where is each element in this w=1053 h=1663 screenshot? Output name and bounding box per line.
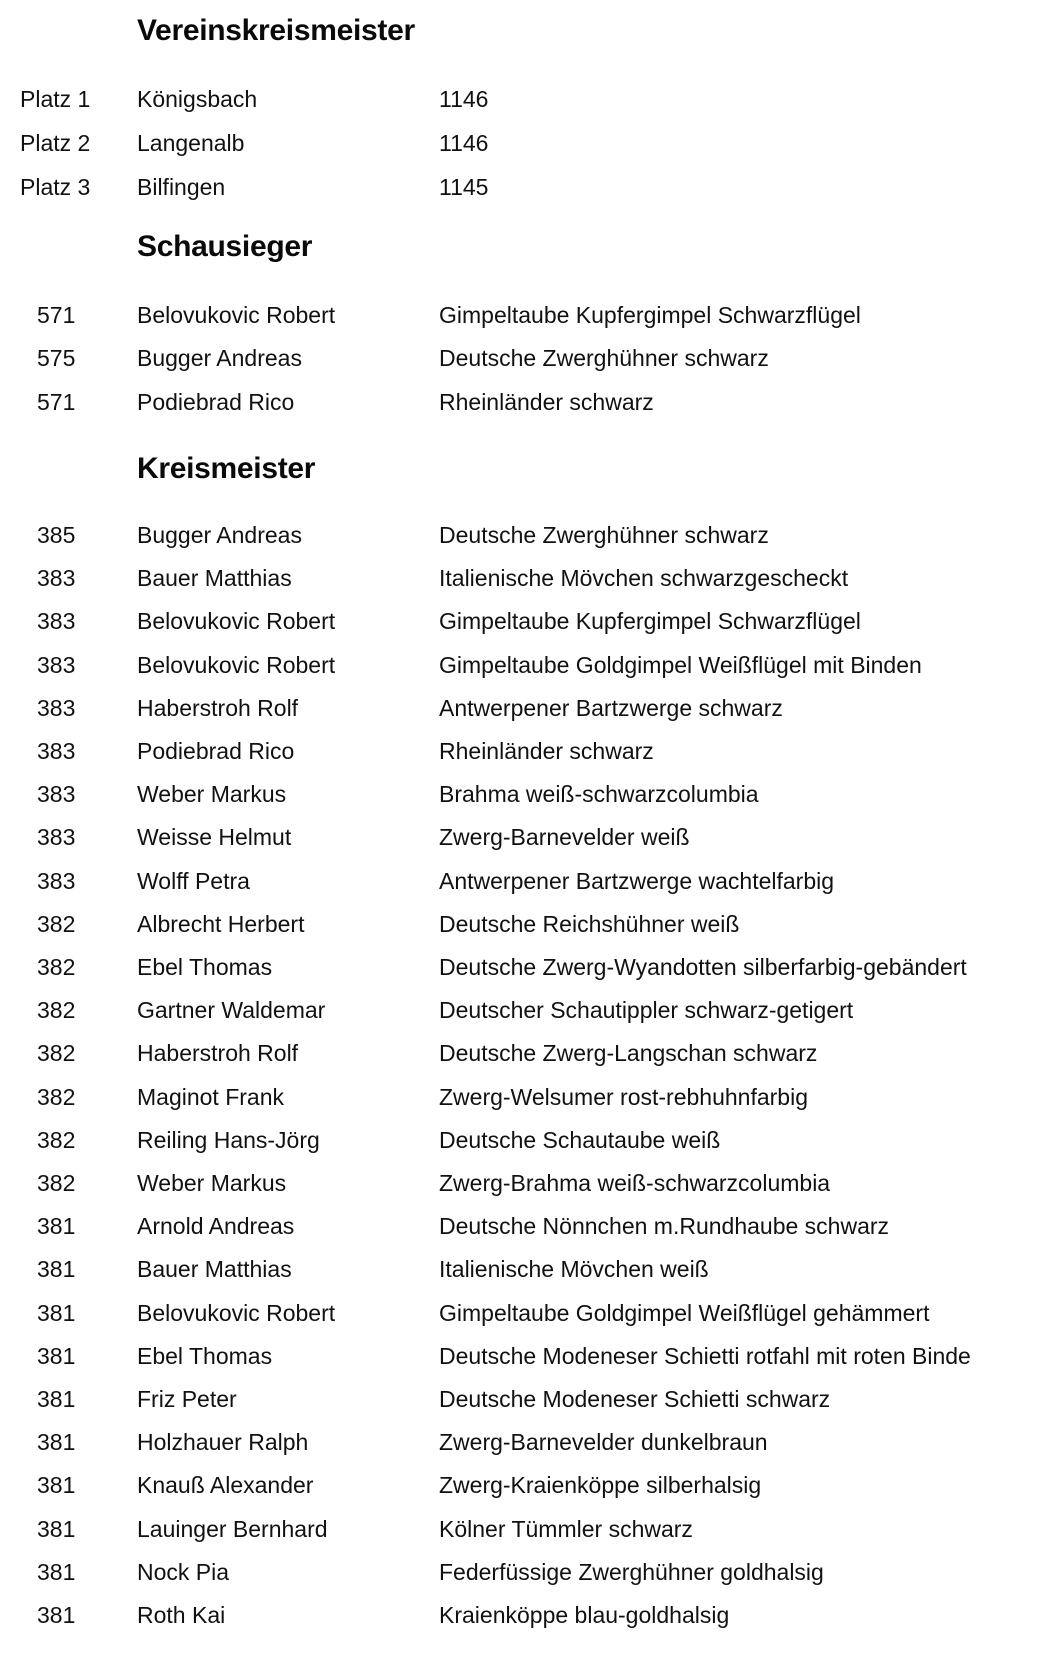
result-row — [0, 779, 1053, 819]
result-row — [0, 563, 1053, 603]
score: 382 — [37, 1083, 76, 1110]
breeder-name: Weisse Helmut — [137, 824, 292, 851]
score: 381 — [37, 1213, 76, 1240]
score: 381 — [37, 1299, 76, 1326]
result-row — [0, 520, 1053, 560]
result-row — [0, 1038, 1053, 1078]
result-row — [0, 693, 1053, 733]
breed-description: Italienische Mövchen schwarzgescheckt — [439, 565, 849, 592]
result-row — [0, 606, 1053, 646]
place-label: Platz 2 — [20, 130, 91, 156]
club-name: Bilfingen — [137, 174, 226, 200]
result-row — [0, 866, 1053, 906]
breeder-name: Gartner Waldemar — [137, 997, 326, 1024]
breed-description: Zwerg-Kraienköppe silberhalsig — [439, 1472, 762, 1499]
breeder-name: Weber Markus — [137, 1170, 287, 1196]
breed-description: Deutsche Zwerg-Langschan schwarz — [439, 1040, 818, 1067]
breeder-name: Arnold Andreas — [137, 1213, 295, 1240]
result-row — [0, 1384, 1053, 1424]
club-score: 1146 — [439, 130, 489, 156]
result-row — [0, 1254, 1053, 1294]
result-row — [0, 1427, 1053, 1467]
breeder-name: Weber Markus — [137, 781, 287, 808]
heading-vereinskreismeister: Vereinskreismeister — [137, 14, 415, 47]
breeder-name: Podiebrad Rico — [137, 388, 295, 415]
result-row — [0, 1082, 1053, 1122]
result-row — [0, 650, 1053, 690]
score: 383 — [37, 867, 76, 894]
heading-schausieger: Schausieger — [137, 230, 313, 263]
breed-description: Deutscher Schautippler schwarz-getigert — [439, 997, 854, 1024]
result-row — [0, 995, 1053, 1035]
result-row — [0, 387, 1053, 427]
breeder-name: Belovukovic Robert — [137, 1299, 336, 1326]
result-row — [0, 952, 1053, 992]
score: 383 — [37, 651, 76, 678]
breed-description: Federfüssige Zwerghühner goldhalsig — [439, 1558, 824, 1585]
breeder-name: Roth Kai — [137, 1602, 226, 1628]
breed-description: Rheinländer schwarz — [439, 388, 654, 415]
breeder-name: Belovukovic Robert — [137, 302, 336, 328]
result-row — [0, 1298, 1053, 1338]
breed-description: Deutsche Zwerg-Wyandotten silberfarbig-gebändert — [439, 954, 967, 980]
breeder-name: Reiling Hans-Jörg — [137, 1126, 320, 1153]
breeder-name: Ebel Thomas — [137, 1342, 273, 1369]
score: 383 — [37, 565, 76, 592]
breeder-name: Ebel Thomas — [137, 954, 273, 980]
club-ranking-row — [0, 84, 1053, 124]
result-row — [0, 1341, 1053, 1381]
breeder-name: Podiebrad Rico — [137, 738, 295, 764]
breed-description: Deutsche Zwerghühner schwarz — [439, 522, 769, 548]
breed-description: Kölner Tümmler schwarz — [439, 1515, 693, 1542]
score: 381 — [37, 1515, 76, 1542]
breeder-name: Bauer Matthias — [137, 565, 292, 592]
club-score: 1146 — [439, 86, 489, 112]
heading-kreismeister: Kreismeister — [137, 452, 316, 485]
result-row — [0, 909, 1053, 949]
club-name: Königsbach — [137, 86, 258, 112]
breed-description: Antwerpener Bartzwerge wachtelfarbig — [439, 867, 835, 894]
score: 381 — [37, 1602, 76, 1628]
breed-description: Zwerg-Brahma weiß-schwarzcolumbia — [439, 1170, 831, 1196]
breeder-name: Bugger Andreas — [137, 522, 302, 548]
result-row — [0, 822, 1053, 862]
breed-description: Deutsche Modeneser Schietti schwarz — [439, 1386, 831, 1412]
score: 571 — [37, 302, 76, 328]
place-label: Platz 1 — [20, 86, 91, 112]
score: 382 — [37, 1126, 76, 1153]
breeder-name: Knauß Alexander — [137, 1472, 314, 1499]
result-row — [0, 1470, 1053, 1510]
result-row — [0, 1125, 1053, 1165]
breeder-name: Nock Pia — [137, 1558, 230, 1585]
score: 383 — [37, 781, 76, 808]
score: 381 — [37, 1429, 76, 1456]
score: 383 — [37, 608, 76, 635]
breed-description: Deutsche Nönnchen m.Rundhaube schwarz — [439, 1213, 890, 1240]
score: 575 — [37, 345, 76, 372]
breeder-name: Bugger Andreas — [137, 345, 302, 372]
breed-description: Deutsche Modeneser Schietti rotfahl mit roten Binde — [439, 1342, 971, 1369]
score: 383 — [37, 694, 76, 721]
result-row — [0, 1168, 1053, 1208]
score: 381 — [37, 1256, 76, 1283]
breeder-name: Albrecht Herbert — [137, 910, 305, 937]
score: 381 — [37, 1342, 76, 1369]
score: 382 — [37, 910, 76, 937]
result-row — [0, 343, 1053, 383]
score: 383 — [37, 738, 76, 764]
breeder-name: Lauinger Bernhard — [137, 1515, 328, 1542]
breed-description: Antwerpener Bartzwerge schwarz — [439, 694, 783, 721]
breed-description: Deutsche Schautaube weiß — [439, 1126, 721, 1153]
breed-description: Rheinländer schwarz — [439, 738, 654, 764]
club-ranking-row — [0, 172, 1053, 212]
breed-description: Gimpeltaube Goldgimpel Weißflügel mit Binden — [439, 651, 922, 678]
breeder-name: Bauer Matthias — [137, 1256, 292, 1283]
club-ranking-row — [0, 128, 1053, 168]
score: 381 — [37, 1558, 76, 1585]
club-name: Langenalb — [137, 130, 245, 156]
result-row — [0, 736, 1053, 776]
breed-description: Zwerg-Barnevelder dunkelbraun — [439, 1429, 768, 1456]
breed-description: Italienische Mövchen weiß — [439, 1256, 709, 1283]
breed-description: Kraienköppe blau-goldhalsig — [439, 1602, 730, 1628]
result-row — [0, 300, 1053, 340]
score: 383 — [37, 824, 76, 851]
score: 571 — [37, 388, 76, 415]
result-row — [0, 1600, 1053, 1640]
breed-description: Gimpeltaube Kupfergimpel Schwarzflügel — [439, 302, 861, 328]
breeder-name: Haberstroh Rolf — [137, 694, 299, 721]
breeder-name: Wolff Petra — [137, 867, 250, 894]
score: 382 — [37, 954, 76, 980]
score: 381 — [37, 1472, 76, 1499]
breeder-name: Belovukovic Robert — [137, 608, 336, 635]
breed-description: Zwerg-Barnevelder weiß — [439, 824, 690, 851]
breeder-name: Friz Peter — [137, 1386, 237, 1412]
score: 382 — [37, 1040, 76, 1067]
place-label: Platz 3 — [20, 174, 91, 200]
breed-description: Deutsche Reichshühner weiß — [439, 910, 740, 937]
score: 385 — [37, 522, 76, 548]
breeder-name: Holzhauer Ralph — [137, 1429, 309, 1456]
breed-description: Zwerg-Welsumer rost-rebhuhnfarbig — [439, 1083, 808, 1110]
score: 382 — [37, 997, 76, 1024]
club-score: 1145 — [439, 174, 489, 200]
score: 381 — [37, 1386, 76, 1412]
breed-description: Gimpeltaube Goldgimpel Weißflügel gehämmert — [439, 1299, 930, 1326]
breeder-name: Maginot Frank — [137, 1083, 285, 1110]
breeder-name: Belovukovic Robert — [137, 651, 336, 678]
score: 382 — [37, 1170, 76, 1196]
result-row — [0, 1557, 1053, 1597]
breed-description: Gimpeltaube Kupfergimpel Schwarzflügel — [439, 608, 861, 635]
breeder-name: Haberstroh Rolf — [137, 1040, 299, 1067]
result-row — [0, 1211, 1053, 1251]
result-row — [0, 1514, 1053, 1554]
breed-description: Deutsche Zwerghühner schwarz — [439, 345, 769, 372]
breed-description: Brahma weiß-schwarzcolumbia — [439, 781, 759, 808]
